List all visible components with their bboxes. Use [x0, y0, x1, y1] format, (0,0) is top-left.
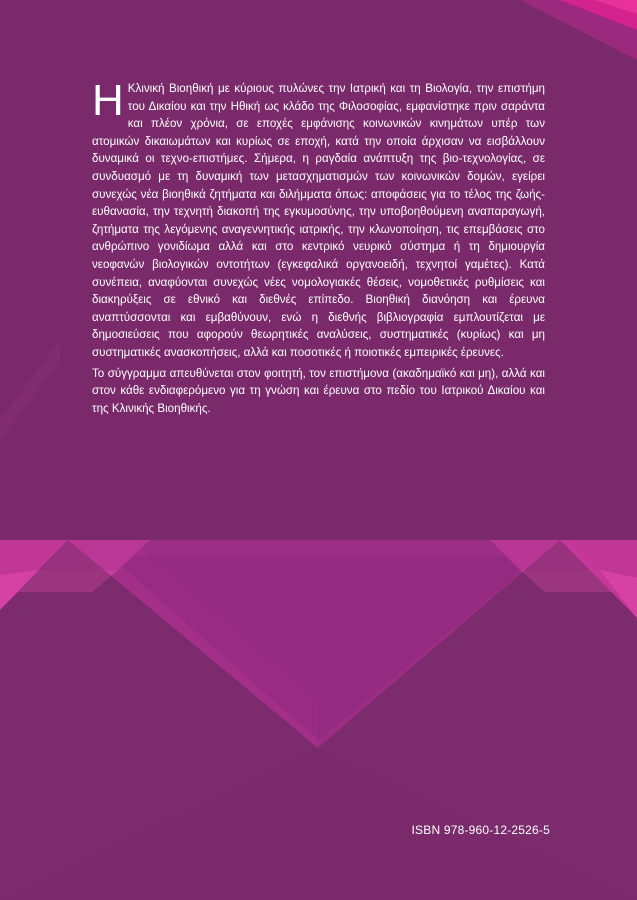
audience-paragraph: Το σύγγραμμα απευθύνεται στον φοιτητή, τον επιστήμονα (ακαδημαϊκό και μη), αλλά και στον κάθε ενδιαφερόμενο για τη γνώση και έρευνα στο πεδίο του Ιατρικού Δικαίου και της Κλινικής Βιοηθικής.: [92, 366, 545, 415]
drop-cap: Η: [92, 76, 124, 125]
back-cover-text: [92, 76, 545, 417]
isbn-label: ISBN 978-960-12-2526-5: [411, 823, 550, 837]
intro-paragraph-text: Κλινική Βιοηθική με κύριους πυλώνες την Ιατρική και τη Βιολογία, την επιστήμη του Δικαίου και την Ηθική ως κλάδο της Φιλοσοφίας, εμφανίστηκε πριν σαράντα και πλέον χρόνια, σε εποχές εμφάνισης κοινωνικών κινημάτων υπέρ των ατομικών δικαιωμάτων και κυρίως σε εποχή, κατά την οποία άρχισαν να εισβάλλουν δυναμικά οι τεχνο-επιστήμες. Σήμερα, η ραγδαία ανάπτυξη της βιο-τεχνολογίας, σε συνδυασμό με τη δυναμική των μετασχηματισμών των κοινωνικών δομών, εγείρει συνεχώς νέα βιοηθικά ζητήματα και διλήμματα όπως: αποφάσεις για το τέλος της ζωής-ευθανασία, την τεχνητή διακοπή της εγκυμοσύνης, την υποβοηθούμενη αναπαραγωγή, ζητήματα της λεγόμενης αναγεννητικής ιατρικής, την κλωνοποίηση, τις επεμβάσεις στο ανθρώπινο γονιδίωμα αλλά και στο κεντρικό νευρικό σύστημα ή τη δημιουργία νεοφανών βιολογικών οντοτήτων (εγκεφαλικά οργανοειδή, τεχνητοί γαμέτες). Κατά συνέπεια, αναφύονται συνεχώς νέες νομολογιακές θέσεις, νομοθετικές ρυθμίσεις και διακηρύξεις σε εθνικό και διεθνές επίπεδο. Βιοηθική διανόηση και έρευνα αναπτύσσονται και εμβαθύνουν, ενώ η διεθνής βιβλιογραφία εμπλουτίζεται με δημοσιεύσεις που αφορούν θεωρητικές αναλύσεις, συστηματικές (κυρίως) και μη συστηματικές ανασκοπήσεις, αλλά και ποσοτικές ή ποιοτικές εμπειρικές έρευνες.: [92, 82, 545, 359]
intro-paragraph: [92, 76, 545, 362]
